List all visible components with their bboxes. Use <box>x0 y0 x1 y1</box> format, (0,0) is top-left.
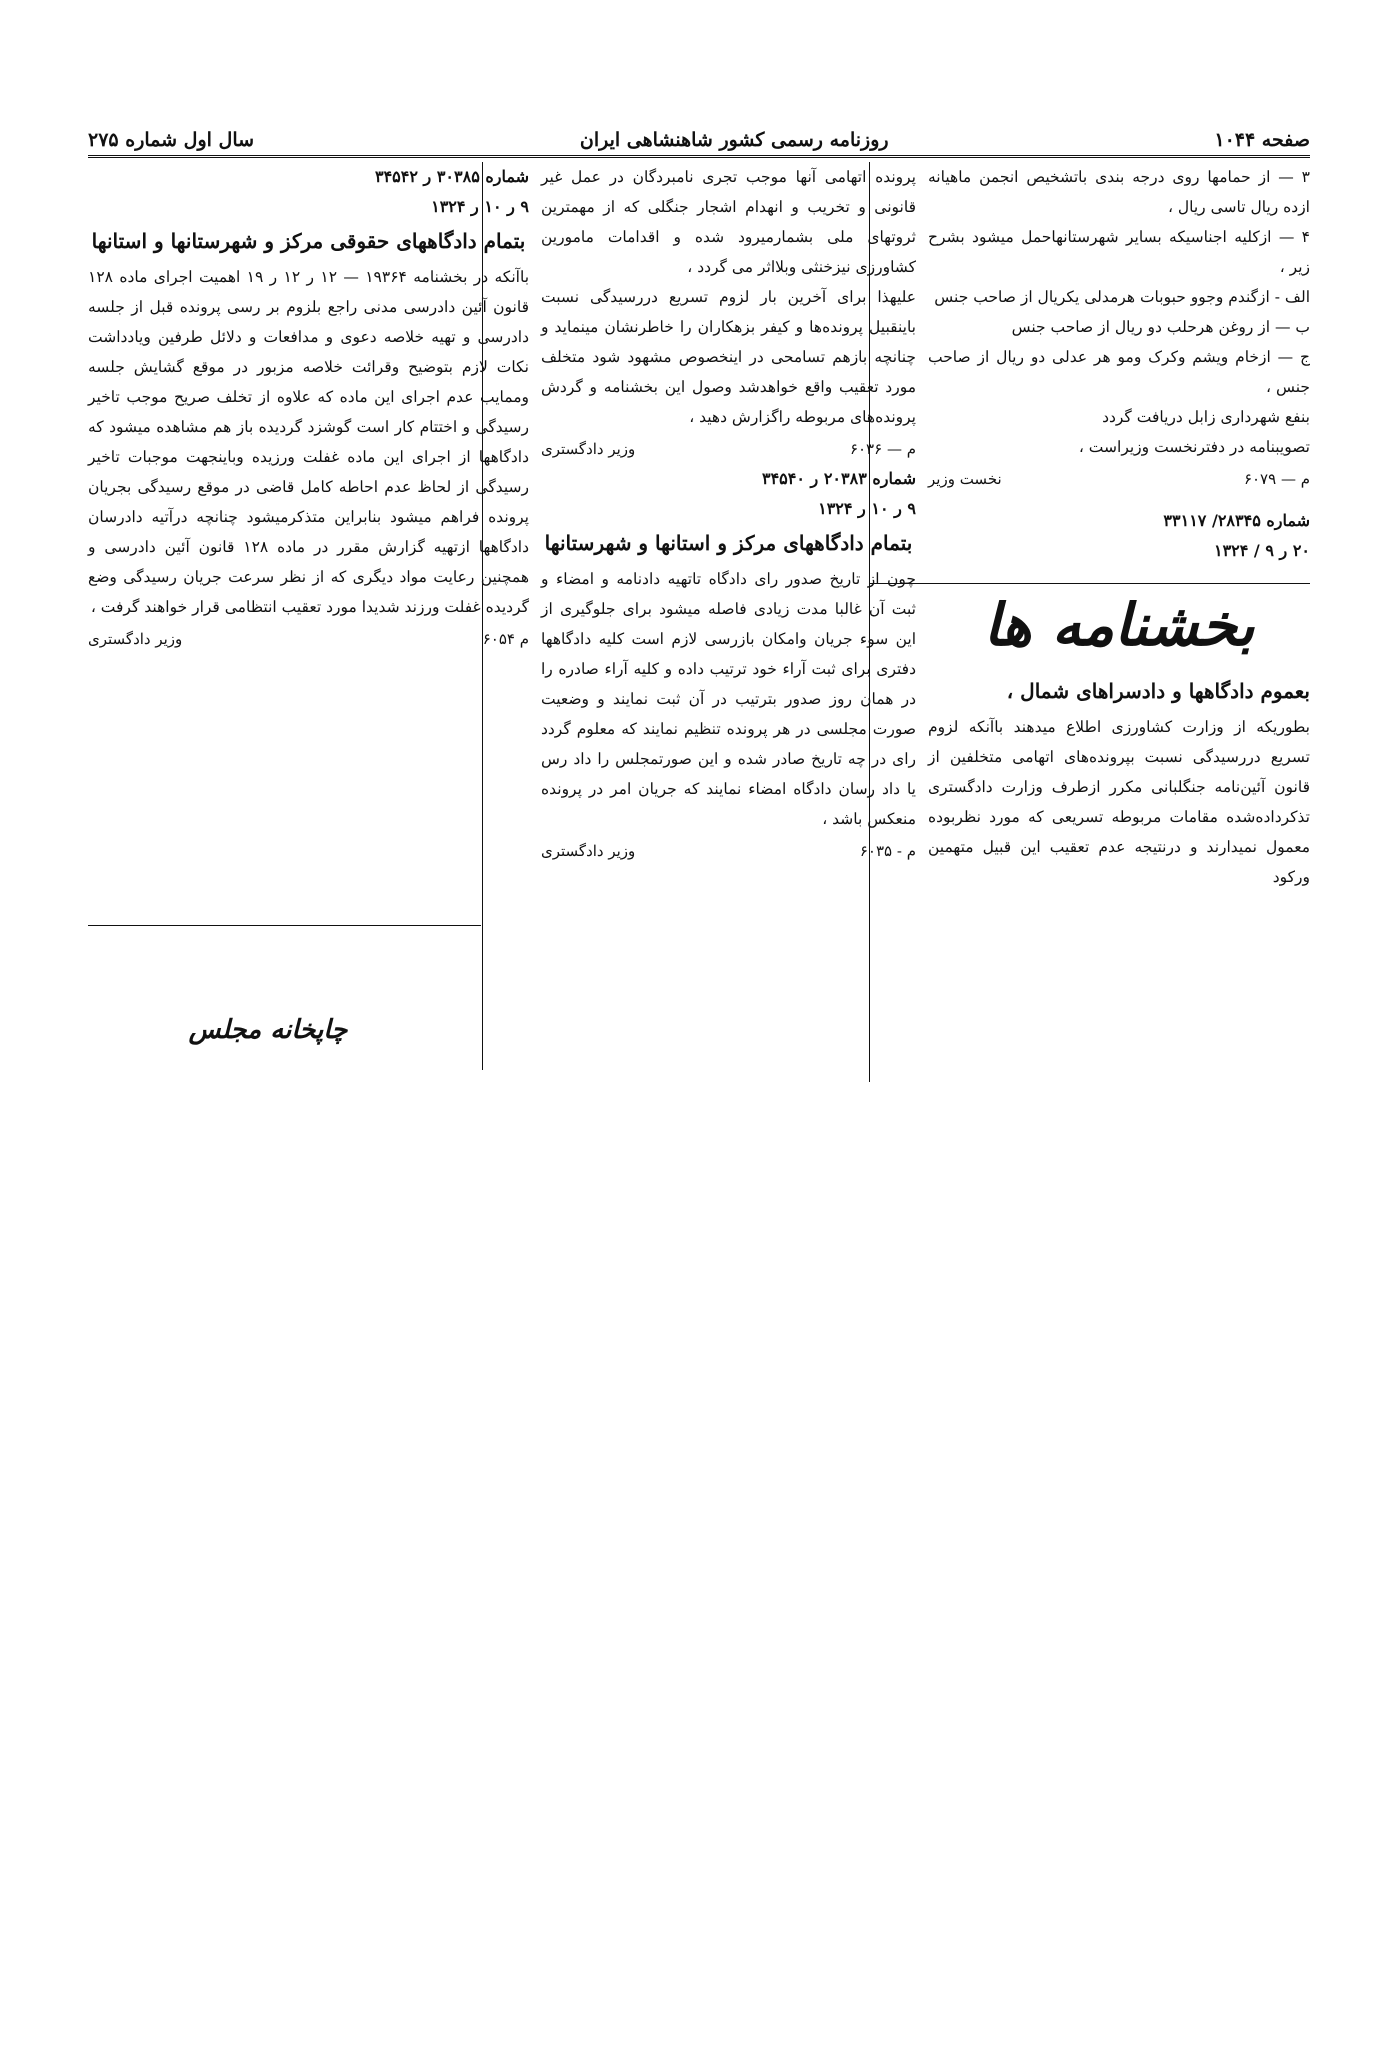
signature-title: وزیر دادگستری <box>88 630 183 648</box>
section-title: بتمام دادگاههای حقوقی مرکز و شهرستانها و استانها <box>91 229 526 253</box>
signature-title: نخست وزیر <box>928 470 1002 488</box>
section-divider <box>88 925 481 926</box>
column-divider <box>482 162 483 1070</box>
list-item: بنفع شهرداری زابل دریافت گردد <box>1102 408 1310 426</box>
document-date: ۲۰ ر ۹ / ۱۳۲۴ <box>1213 541 1310 560</box>
page-header <box>88 118 1310 158</box>
column-middle <box>541 162 916 1070</box>
bakhshnameh-heading: بخشنامه ها <box>983 591 1255 659</box>
list-item: ب — از روغن هرحلب دو ریال از صاحب جنس <box>1011 318 1310 336</box>
signature-line <box>928 464 1310 494</box>
document-date: ۹ ر ۱۰ ر ۱۳۲۴ <box>431 197 529 216</box>
list-item: الف - ازگندم وجوو حبوبات هرمدلی یکریال از صاحب جنس <box>934 288 1310 306</box>
column-divider <box>869 162 870 1082</box>
document-number: شماره ۲۰۳۸۳ ر ۳۴۵۴۰ <box>761 469 916 488</box>
list-item: تصویبنامه در دفترنخست وزیراست ، <box>1078 438 1310 456</box>
printer-imprint: چاپخانه مجلس <box>188 1015 348 1045</box>
signature-title: وزیر دادگستری <box>541 440 636 458</box>
list-item: ۴ — ازکلیه اجناسیکه بسایر شهرستانهاحمل میشود بشرح زیر ، <box>928 228 1310 276</box>
document-number: شماره ۲۸۳۴۵/ ۳۳۱۱۷ <box>1163 511 1310 530</box>
signature-number: م ۶۰۵۴ <box>482 630 529 648</box>
body-text: چون از تاریخ صدور رای دادگاه تاتهیه دادنامه و امضاء و ثبت آن غالبا مدت زیادی فاصله میشود برای جلوگیری از این سوء جریان وامکان بازرسی لازم است کلیه دادگاهها دفتری برای ثبت آراء خود ترتیب داده و کلیه آراء صادره را در همان روز صدور بترتیب در آن ثبت نمایند و وضعیت صورت مجلسی در هر پرونده تنظیم نمایند که معلوم گردد رای در چه تاریخ صادر شده و این صورتمجلس را داد رس یا داد رسان دادگاه امضاء نمایند که جریان امر در پرونده منعکس باشد ، <box>541 570 916 828</box>
page-number: صفحه ۱۰۴۴ <box>1214 129 1310 151</box>
signature-line <box>541 836 916 866</box>
document-number: شماره ۳۰۳۸۵ ر ۳۴۵۴۲ <box>374 167 529 186</box>
signature-title: وزیر دادگستری <box>541 842 636 860</box>
issue-number: سال اول شماره ۲۷۵ <box>88 129 255 151</box>
signature-line <box>541 434 916 464</box>
column-right <box>928 162 1310 1082</box>
body-text: علیهذا برای آخرین بار لزوم تسریع دررسیدگی نسبت باینقبیل پرونده‌ها و کیفر بزهکاران را خاطرنشان مینماید و چنانچه بازهم تسامحی در اینخصوص مشهود شود متخلف مورد تعقیب واقع خواهدشد وصول این بخشنامه و گردش پرونده‌های مربوطه راگزارش دهید ، <box>541 288 916 426</box>
signature-line <box>88 624 529 654</box>
section-title: بعموم دادگاهها و دادسراهای شمال ، <box>1006 679 1310 703</box>
list-item: ۳ — از حمامها روی درجه بندی باتشخیص انجمن ماهیانه ازده ریال تاسی ریال ، <box>928 168 1310 216</box>
body-text: باآنکه در بخشنامه ۱۹۳۶۴ — ۱۲ ر ۱۲ ر ۱۹ اهمیت اجرای ماده ۱۲۸ قانون آئین دادرسی مدنی راجع بلزوم بر رسی پرونده قبل از جلسه دادرسی و تهیه خلاصه دعوی و مدافعات و دلائل طرفین ویادداشت نکات لازم بتوضیح وقرائت خلاصه مزبور در موقع گشایش جلسه وممایب عدم اجرای این ماده که علاوه از تخلف صریح موجب تاخیر رسیدگی و اختتام کار است گوشزد گردیده باز هم مشاهده میشود که دادگاهها از اجرای این ماده غفلت ورزیده وباینجهت موجبات تاخیر رسیدگی از لحاظ عدم احاطه کامل قاضی در موقع رسیدگی بجریان پرونده فراهم میشود بنابراین متذکرمیشود چنانچه درآتیه دادرسان دادگاهها ازتهیه گزارش مقرر در ماده ۱۲۸ قانون آئین دادرسی و همچنین رعایت مواد دیگری که از نظر سرعت جریان رسیدگی وضع گردیده غفلت ورزند شدیدا مورد تعقیب انتظامی قرار خواهند گرفت ، <box>88 268 530 616</box>
section-title: بتمام دادگاههای مرکز و استانها و شهرستانها <box>544 531 913 555</box>
body-text: پرونده اتهامی آنها موجب تجری نامبردگان در عمل غیر قانونی و تخریب و انهدام اشجار جنگلی که از مهمترین ثروتهای ملی بشمارمیرود شده و اقدامات مامورین کشاورزی نیزخنثی وبلااثر می گردد ، <box>541 168 916 276</box>
signature-number: م — ۶۰۳۶ <box>849 440 916 458</box>
document-date: ۹ ر ۱۰ ر ۱۳۲۴ <box>818 499 916 518</box>
column-left <box>88 162 529 927</box>
newspaper-title: روزنامه رسمی کشور شاهنشاهی ایران <box>579 129 889 151</box>
body-text: بطوریکه از وزارت کشاورزی اطلاع میدهند باآنکه لزوم تسریع دررسیدگی نسبت بپرونده‌های اتهامی متخلفین از قانون آئین‌نامه جنگلبانی مکرر ازطرف وزارت دادگستری تذکرداده‌شده مقامات مربوطه تسریعی که مورد نظربوده معمول نمیدارند و درنتیجه عدم تعقیب این قبیل متهمین ورکود <box>928 718 1310 886</box>
list-item: ج — ازخام ویشم وکرک ومو هر عدلی دو ریال از صاحب جنس ، <box>928 348 1310 396</box>
signature-number: م - ۶۰۳۵ <box>859 842 916 860</box>
signature-number: م — ۶۰۷۹ <box>1243 470 1310 488</box>
section-divider <box>870 583 1310 584</box>
